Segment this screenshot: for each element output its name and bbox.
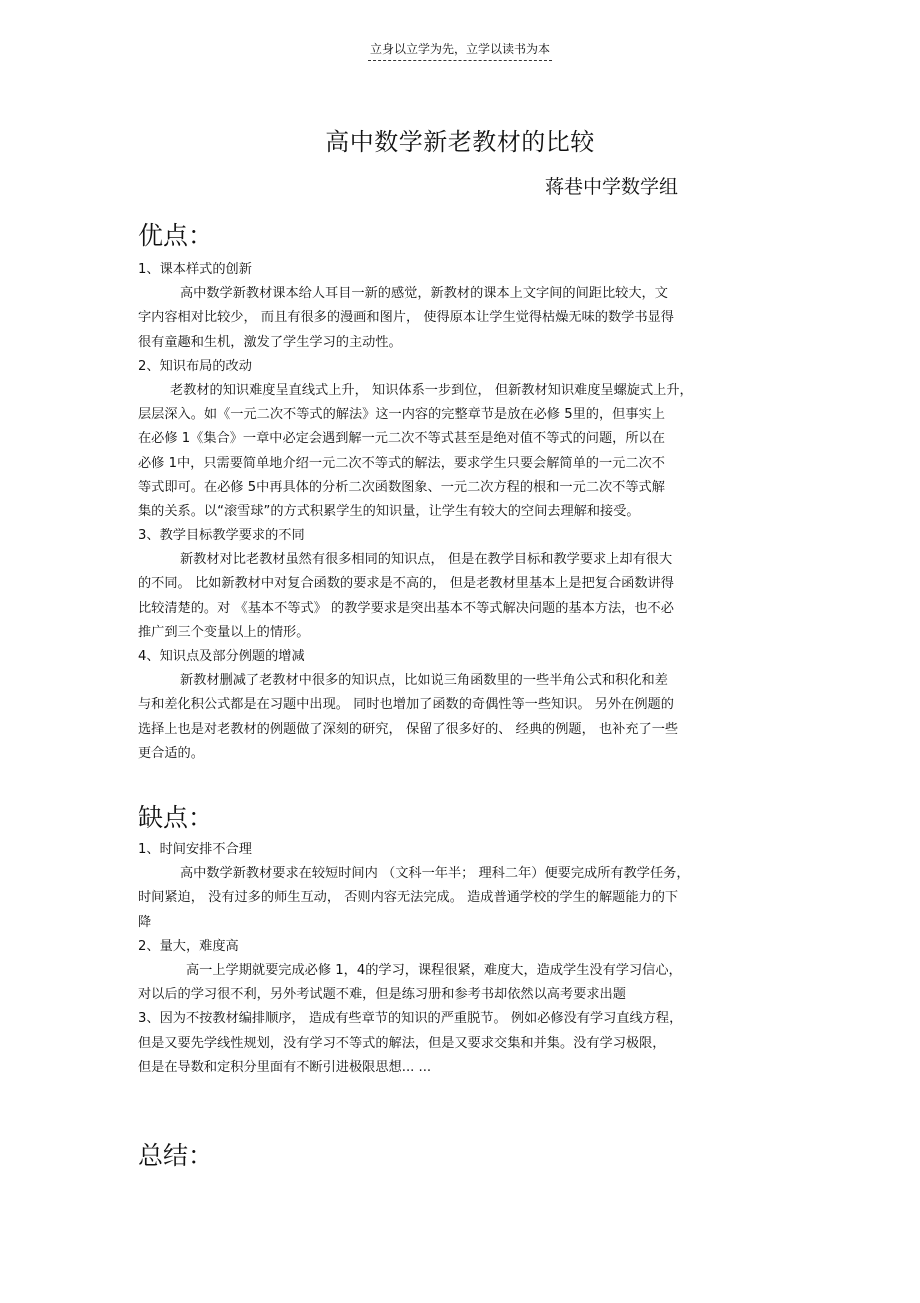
paragraph-line: 更合适的。 (138, 745, 204, 761)
paragraph-line: 等式即可。在必修 5中再具体的分析二次函数图象、一元二次方程的根和一元二次不等式解 (138, 479, 665, 495)
advantages-heading: 优点： (138, 221, 214, 250)
paragraph-line: 比较清楚的。对 《基本不等式》 的教学要求是突出基本不等式解决问题的基本方法，也不必 (138, 600, 674, 616)
paragraph-line: 但是在导数和定积分里面有不断引进极限思想... ... (138, 1059, 432, 1075)
paragraph-line: 很有童趣和生机，激发了学生学习的主动性。 (138, 334, 402, 350)
paragraph-line: 高一上学期就要完成必修 1，4的学习，课程很紧，难度大，造成学生没有学习信心， (186, 962, 682, 978)
paragraph-line: 降 (138, 914, 152, 930)
list-item: 2、知识布局的改动 (138, 358, 252, 374)
paragraph-line: 新教材对比老教材虽然有很多相同的知识点， 但是在教学目标和教学要求上却有很大 (180, 552, 673, 568)
paragraph-line: 但是又要先学线性规划，没有学习不等式的解法，但是又要求交集和并集。没有学习极限， (138, 1035, 666, 1051)
list-item: 2、量大，难度高 (138, 938, 239, 954)
paragraph-line: 新教材删减了老教材中很多的知识点，比如说三角函数里的一些半角公式和积化和差 (180, 673, 668, 689)
list-item: 1、课本样式的创新 (138, 262, 252, 277)
advantages-content (138, 258, 778, 766)
list-item: 4、知识点及部分例题的增减 (138, 649, 305, 664)
paragraph-line: 高中数学新教材课本给人耳目一新的感觉，新教材的课本上文字间的间距比较大，文 (180, 286, 668, 302)
paragraph-line: 在必修 1《集合》一章中必定会遇到解一元二次不等式甚至是绝对值不等式的问题，所以在 (138, 431, 665, 447)
paragraph-line: 层层深入。如《一元二次不等式的解法》这一内容的完整章节是放在必修 5里的，但事实上 (138, 407, 665, 423)
paragraph-line: 对以后的学习很不利，另外考试题不难，但是练习册和参考书却依然以高考要求出题 (138, 987, 626, 1003)
header-motto: 立身以立学为先，立学以读书为本 (368, 40, 552, 61)
page-header (0, 40, 920, 61)
document-title: 高中数学新老教材的比较 (325, 128, 595, 156)
disadvantages-content (138, 838, 778, 1080)
paragraph-line: 推广到三个变量以上的情形。 (138, 624, 310, 640)
paragraph-line: 选择上也是对老教材的例题做了深刻的研究， 保留了很多好的、 经典的例题， 也补充了一些 (138, 721, 679, 737)
paragraph-line: 高中数学新教材要求在较短时间内 （文科一年半； 理科二年）便要完成所有教学任务， (180, 866, 690, 882)
disadvantages-heading: 缺点： (138, 803, 214, 832)
document-author: 蒋巷中学数学组 (545, 176, 679, 198)
paragraph-line: 字内容相对比较少， 而且有很多的漫画和图片， 使得原本让学生觉得枯燥无味的数学书显得 (138, 310, 674, 326)
paragraph-line: 集的关系。以“滚雪球”的方式积累学生的知识量，让学生有较大的空间去理解和接受。 (138, 503, 640, 519)
list-item: 3、因为不按教材编排顺序， 造成有些章节的知识的严重脱节。 例如必修没有学习直线方程， (138, 1011, 683, 1027)
paragraph-line: 的不同。 比如新教材中对复合函数的要求是不高的， 但是老教材里基本上是把复合函数讲得 (138, 576, 674, 592)
paragraph-line: 必修 1中，只需要简单地介绍一元二次不等式的解法，要求学生只要会解简单的一元二次不 (138, 455, 665, 471)
summary-heading: 总结： (138, 1141, 214, 1170)
list-item: 3、教学目标教学要求的不同 (138, 528, 305, 544)
paragraph-line: 老教材的知识难度呈直线式上升， 知识体系一步到位， 但新教材知识难度呈螺旋式上升， (170, 382, 693, 398)
list-item: 1、时间安排不合理 (138, 842, 252, 857)
paragraph-line: 时间紧迫， 没有过多的师生互动， 否则内容无法完成。 造成普通学校的学生的解题能力的下 (138, 890, 679, 906)
paragraph-line: 与和差化积公式都是在习题中出现。 同时也增加了函数的奇偶性等一些知识。 另外在例题的 (138, 697, 674, 713)
